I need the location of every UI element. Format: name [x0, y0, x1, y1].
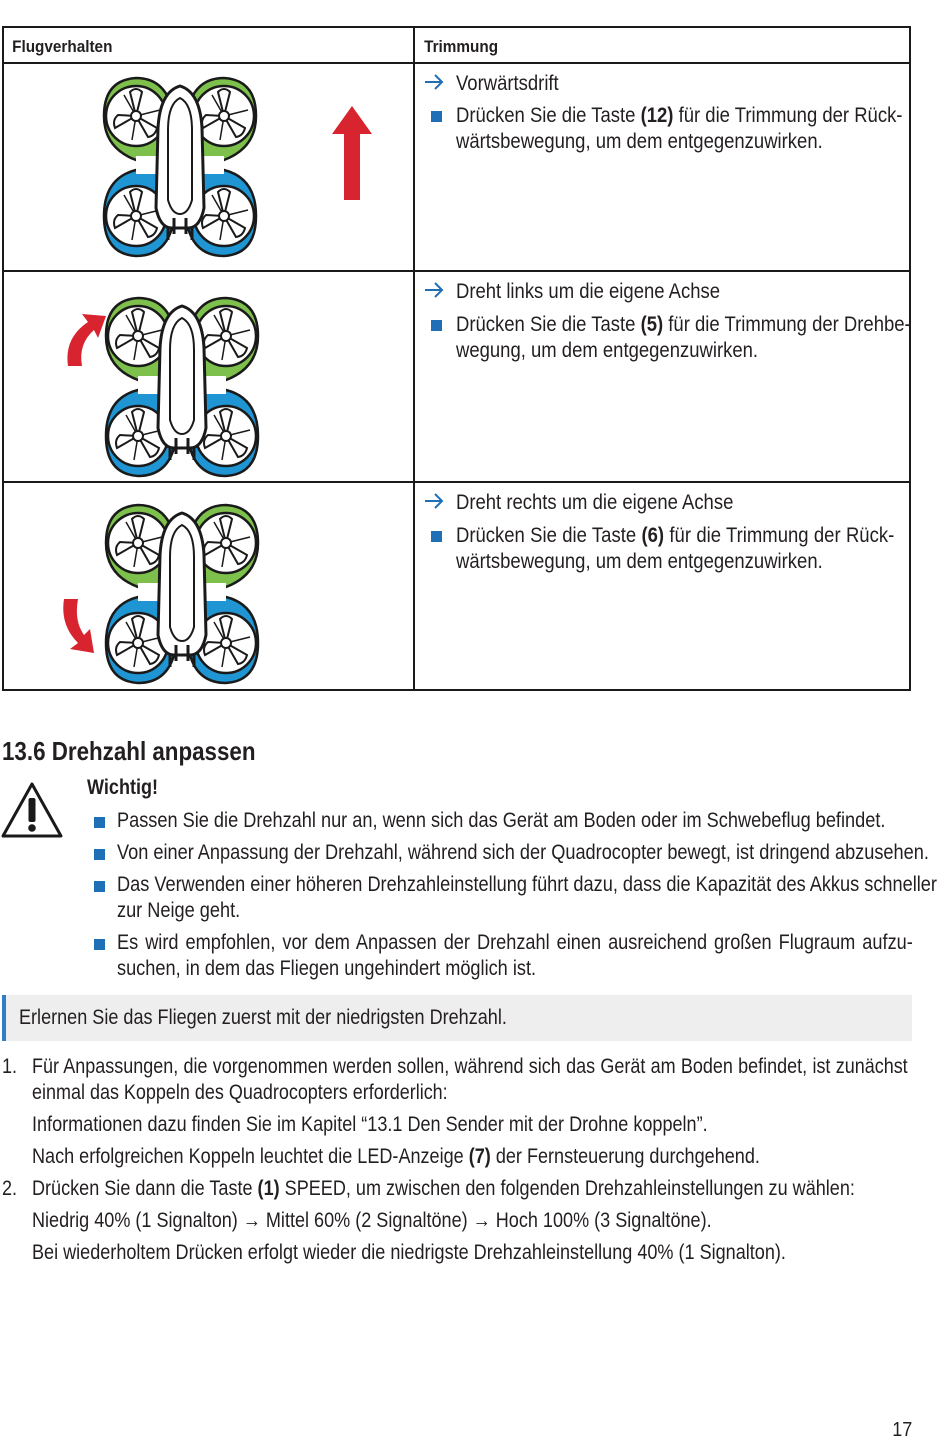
step-item: 2. Drücken Sie dann die Taste (1) SPEED, um zwischen den folgenden Drehzahleinstellungen zu wählen: [2, 1177, 855, 1200]
bullet-square-icon [94, 881, 105, 892]
page-number: 17 [891, 1419, 912, 1441]
bullet-square-icon [94, 849, 105, 860]
header-flugverhalten: Flugverhalten [12, 37, 113, 56]
section-heading: 13.6 Drehzahl anpassen [2, 736, 256, 766]
step-detail: Nach erfolgreichen Koppeln leuchtet die LED-Anzeige (7) der Fernsteuerung durchgehend. [32, 1145, 760, 1168]
right-arrow-icon [424, 281, 444, 299]
table-row: Vorwärtsdrift Drücken Sie die Taste (12) für die Trimmung der Rück- wärtsbewegung, um dem entgegenzuwirken. [4, 64, 909, 272]
right-arrow-icon [424, 492, 444, 510]
drone-rotate-left-illustration [44, 288, 384, 484]
bullet-square-icon [431, 111, 442, 122]
step-detail: Informationen dazu finden Sie im Kapitel “13.1 Den Sender mit der Drohne koppeln”. [32, 1113, 708, 1136]
note-accent-bar [2, 995, 6, 1041]
bullet-square-icon [94, 817, 105, 828]
warning-triangle-icon [0, 780, 64, 840]
warning-item: Das Verwenden einer höheren Drehzahleinstellung führt dazu, dass die Kapazität des Akkus schneller zur Neige geht. [87, 872, 911, 928]
rotate-left-icon [67, 314, 106, 366]
right-arrow-icon [424, 73, 444, 91]
trim-table [2, 26, 911, 691]
bullet-square-icon [431, 531, 442, 542]
warning-item: Passen Sie die Drehzahl nur an, wenn sich das Gerät am Boden oder im Schwebeflug befindet. [87, 808, 911, 836]
bullet-square-icon [94, 939, 105, 950]
warning-item: Von einer Anpassung der Drehzahl, während sich der Quadrocopter bewegt, ist dringend abzusehen. [87, 840, 911, 868]
rotate-right-icon [63, 599, 94, 653]
step-item: 1. Für Anpassungen, die vorgenommen werden sollen, während sich das Gerät am Boden befindet, ist zunächst einmal das Koppeln des Quadrocopters erforderlich: [2, 1055, 908, 1104]
table-header [4, 28, 909, 64]
warning-title: Wichtig! [87, 776, 159, 799]
drone-rotate-right-illustration [44, 495, 384, 691]
trim-instruction: Drücken Sie die Taste (12) für die Trimmung der Rück- wärtsbewegung, um dem entgegenzuwirken. [424, 103, 901, 159]
trim-instruction: Drücken Sie die Taste (5) für die Trimmung der Drehbe- wegung, um dem entgegenzuwirken. [424, 312, 901, 368]
header-trimmung: Trimmung [424, 37, 499, 56]
bullet-square-icon [431, 320, 442, 331]
table-row: Dreht links um die eigene Achse Drücken Sie die Taste (5) für die Trimmung der Drehbe- wegung, um dem entgegenzuwirken. [4, 272, 909, 483]
arrow-up-icon [332, 106, 372, 200]
info-note: Erlernen Sie das Fliegen zuerst mit der niedrigsten Drehzahl. [2, 995, 912, 1041]
trim-instruction: Drücken Sie die Taste (6) für die Trimmung der Rück- wärtsbewegung, um dem entgegenzuwirken. [424, 523, 901, 579]
drone-forward-drift-illustration [84, 68, 384, 268]
warning-item: Es wird empfohlen, vor dem Anpassen der Drehzahl einen ausreichend großen Flugraum aufzu- suchen, in dem das Fliegen ungehindert möglich ist. [87, 930, 911, 986]
table-row: Dreht rechts um die eigene Achse Drücken Sie die Taste (6) für die Trimmung der Rück- wärtsbewegung, um dem entgegenzuwirken. [4, 483, 909, 689]
step-detail: Bei wiederholtem Drücken erfolgt wieder die niedrigste Drehzahleinstellung 40% (1 Signalton). [32, 1241, 786, 1264]
step-detail: Niedrig 40% (1 Signalton) → Mittel 60% (2 Signaltöne) → Hoch 100% (3 Signaltöne). [32, 1209, 712, 1232]
